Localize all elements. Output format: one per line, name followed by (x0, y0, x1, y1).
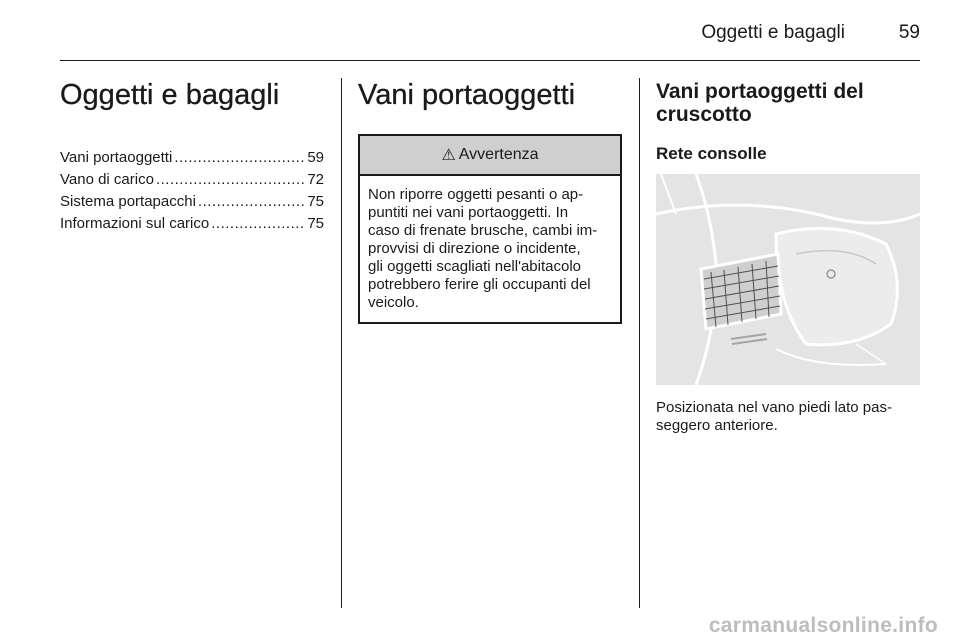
toc-entry-label: Informazioni sul carico (60, 215, 210, 232)
toc-leader-dots (174, 147, 305, 169)
caption-line: Posizionata nel vano piedi lato pas- (656, 399, 892, 416)
warning-title: Avvertenza (458, 146, 539, 163)
watermark: carmanualsonline.info (708, 614, 938, 637)
toc-entry-label: Sistema portapacchi (60, 193, 196, 210)
column-divider-1 (341, 78, 342, 608)
toc-entry-page: 75 (307, 193, 324, 210)
toc-entry[interactable] (60, 169, 324, 191)
page-number: 59 (898, 22, 920, 43)
illustration-caption (656, 399, 920, 435)
warning-line: caso di frenate brusche, cambi im- (368, 222, 598, 239)
toc-leader-dots (198, 191, 305, 213)
toc-column (60, 60, 324, 235)
dashboard-storage-column (656, 60, 920, 435)
console-net-drawing (656, 174, 920, 385)
toc-leader-dots (211, 213, 305, 235)
warning-header (360, 136, 620, 176)
subsection-title-line: cruscotto (656, 103, 752, 126)
toc-entry-label: Vani portaoggetti (60, 149, 173, 166)
toc-entry-label: Vano di carico (60, 171, 154, 188)
warning-line: Non riporre oggetti pesanti o ap- (368, 186, 584, 203)
table-of-contents (60, 147, 324, 235)
toc-entry-page: 75 (307, 215, 324, 232)
toc-entry[interactable] (60, 147, 324, 169)
subsection-title (656, 80, 920, 126)
header-title: Oggetti e bagagli (701, 22, 845, 43)
toc-entry[interactable] (60, 191, 324, 213)
warning-box (358, 134, 622, 324)
warning-line: veicolo. (368, 294, 419, 311)
toc-entry-page: 59 (307, 149, 324, 166)
warning-line: puntiti nei vani portaoggetti. In (368, 204, 569, 221)
console-net-illustration (656, 174, 920, 385)
caption-line: seggero anteriore. (656, 417, 778, 434)
chapter-title: Oggetti e bagagli (60, 79, 280, 111)
subsection-title-line: Vani portaoggetti del (656, 80, 864, 103)
storage-column (358, 60, 622, 324)
warning-line: potrebbero ferire gli occupanti del (368, 276, 591, 293)
warning-line: gli oggetti scagliati nell'abitacolo (368, 258, 581, 275)
warning-text (360, 176, 620, 322)
warning-triangle-icon: ⚠ (441, 147, 456, 164)
section-title: Vani portaoggetti (358, 79, 576, 111)
page-header (60, 0, 920, 61)
toc-entry-page: 72 (307, 171, 324, 188)
warning-line: provvisi di direzione o incidente, (368, 240, 581, 257)
topic-title: Rete consolle (656, 144, 767, 163)
toc-entry[interactable] (60, 213, 324, 235)
column-divider-2 (639, 78, 640, 608)
toc-leader-dots (156, 169, 305, 191)
